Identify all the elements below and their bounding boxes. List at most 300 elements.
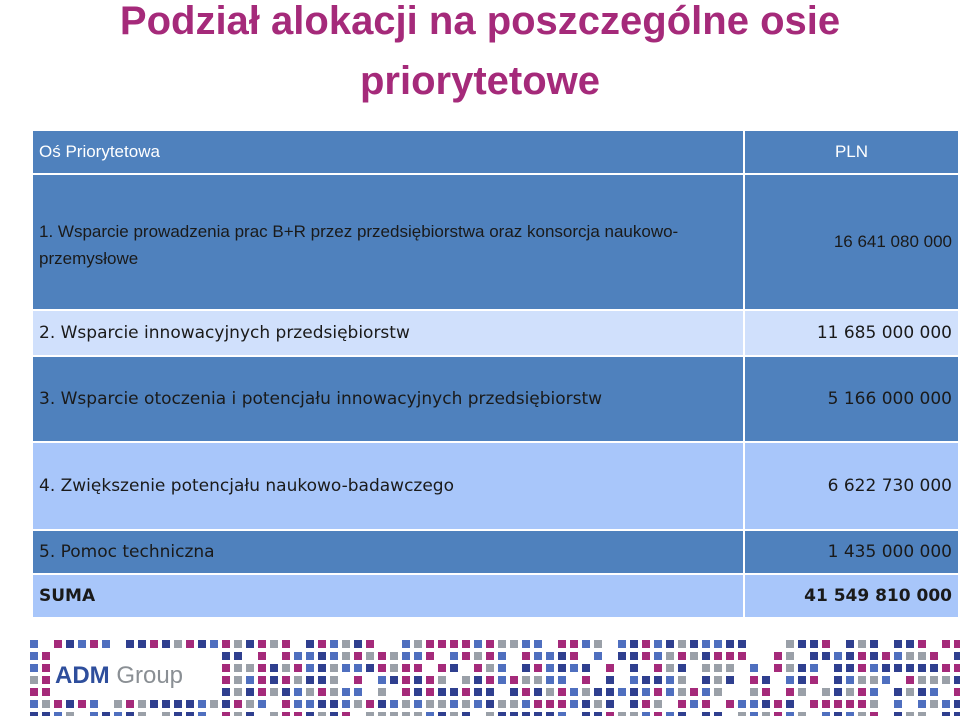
table-row: [32, 442, 959, 530]
axis-amount: 11 685 000 000: [744, 310, 959, 356]
pattern-square: [906, 652, 914, 660]
pattern-square: [450, 664, 458, 672]
pattern-square: [858, 712, 866, 716]
axis-amount: 16 641 080 000: [744, 174, 959, 310]
pattern-square: [666, 712, 674, 716]
pattern-square: [954, 640, 960, 648]
pattern-square: [858, 688, 866, 696]
pattern-square: [930, 700, 938, 708]
pattern-square: [510, 712, 518, 716]
pattern-square: [918, 676, 926, 684]
pattern-square: [90, 640, 98, 648]
pattern-square: [282, 652, 290, 660]
pattern-square: [306, 652, 314, 660]
pattern-square: [378, 688, 386, 696]
pattern-square: [630, 652, 638, 660]
pattern-square: [102, 640, 110, 648]
pattern-square: [642, 640, 650, 648]
pattern-square: [930, 652, 938, 660]
pattern-square: [942, 676, 950, 684]
title-line-1: Podział alokacji na poszczególne osie: [119, 0, 841, 43]
pattern-square: [810, 676, 818, 684]
pattern-square: [498, 700, 506, 708]
pattern-square: [798, 688, 806, 696]
pattern-square: [222, 712, 230, 716]
pattern-square: [222, 640, 230, 648]
pattern-square: [474, 640, 482, 648]
pattern-square: [162, 712, 170, 716]
pattern-square: [438, 688, 446, 696]
pattern-square: [486, 652, 494, 660]
pattern-square: [654, 640, 662, 648]
pattern-square: [930, 676, 938, 684]
pattern-square: [630, 700, 638, 708]
pattern-square: [78, 640, 86, 648]
pattern-square: [462, 712, 470, 716]
pattern-square: [450, 712, 458, 716]
pattern-square: [546, 652, 554, 660]
pattern-square: [354, 688, 362, 696]
pattern-square: [246, 664, 254, 672]
pattern-square: [306, 688, 314, 696]
logo-brand: ADM: [55, 662, 110, 689]
pattern-square: [234, 688, 242, 696]
pattern-square: [942, 664, 950, 672]
pattern-square: [66, 700, 74, 708]
pattern-square: [810, 640, 818, 648]
pattern-square: [318, 676, 326, 684]
pattern-square: [486, 664, 494, 672]
pattern-square: [402, 688, 410, 696]
pattern-square: [786, 688, 794, 696]
pattern-square: [366, 664, 374, 672]
pattern-square: [426, 640, 434, 648]
pattern-square: [342, 640, 350, 648]
pattern-square: [750, 676, 758, 684]
pattern-square: [618, 652, 626, 660]
pattern-square: [570, 652, 578, 660]
pattern-square: [318, 652, 326, 660]
pattern-square: [834, 688, 842, 696]
pattern-square: [270, 676, 278, 684]
pattern-square: [618, 640, 626, 648]
pattern-square: [78, 700, 86, 708]
pattern-square: [354, 664, 362, 672]
pattern-square: [30, 712, 38, 716]
pattern-square: [678, 688, 686, 696]
pattern-square: [918, 700, 926, 708]
pattern-square: [330, 712, 338, 716]
pattern-square: [366, 700, 374, 708]
pattern-square: [90, 712, 98, 716]
pattern-square: [894, 712, 902, 716]
axis-amount: 6 622 730 000: [744, 442, 959, 530]
pattern-square: [906, 640, 914, 648]
pattern-square: [450, 688, 458, 696]
pattern-square: [882, 676, 890, 684]
pattern-square: [546, 664, 554, 672]
pattern-square: [474, 664, 482, 672]
pattern-square: [522, 652, 530, 660]
pattern-square: [318, 712, 326, 716]
pattern-square: [558, 712, 566, 716]
pattern-square: [606, 664, 614, 672]
pattern-square: [594, 712, 602, 716]
pattern-square: [426, 652, 434, 660]
pattern-square: [30, 688, 38, 696]
pattern-square: [222, 664, 230, 672]
allocation-table: [31, 129, 960, 619]
pattern-square: [270, 712, 278, 716]
total-amount: 41 549 810 000: [744, 574, 959, 618]
pattern-square: [234, 700, 242, 708]
pattern-square: [510, 700, 518, 708]
pattern-square: [138, 700, 146, 708]
pattern-square: [846, 664, 854, 672]
pattern-square: [294, 688, 302, 696]
axis-amount: 1 435 000 000: [744, 530, 959, 574]
pattern-square: [306, 676, 314, 684]
pattern-square: [474, 652, 482, 660]
pattern-square: [462, 652, 470, 660]
pattern-square: [834, 712, 842, 716]
pattern-square: [234, 640, 242, 648]
pattern-square: [702, 640, 710, 648]
pattern-square: [786, 700, 794, 708]
pattern-square: [894, 652, 902, 660]
pattern-square: [738, 652, 746, 660]
pattern-square: [186, 640, 194, 648]
pattern-square: [378, 676, 386, 684]
pattern-square: [462, 640, 470, 648]
pattern-square: [234, 712, 242, 716]
pattern-square: [282, 712, 290, 716]
pattern-square: [954, 664, 960, 672]
pattern-square: [414, 700, 422, 708]
pattern-square: [774, 700, 782, 708]
pattern-square: [378, 652, 386, 660]
pattern-square: [702, 688, 710, 696]
pattern-square: [366, 712, 374, 716]
pattern-square: [798, 676, 806, 684]
pattern-square: [882, 664, 890, 672]
pattern-square: [330, 652, 338, 660]
pattern-square: [594, 640, 602, 648]
pattern-square: [426, 676, 434, 684]
total-label: SUMA: [32, 574, 744, 618]
pattern-square: [558, 652, 566, 660]
pattern-square: [186, 712, 194, 716]
pattern-square: [42, 652, 50, 660]
pattern-square: [390, 700, 398, 708]
pattern-square: [402, 640, 410, 648]
pattern-square: [678, 664, 686, 672]
pattern-square: [678, 700, 686, 708]
pattern-square: [174, 712, 182, 716]
axis-label: 3. Wsparcie otoczenia i potencjału innowacyjnych przedsiębiorstw: [32, 356, 744, 442]
pattern-square: [858, 664, 866, 672]
pattern-square: [390, 664, 398, 672]
pattern-square: [210, 700, 218, 708]
pattern-square: [486, 640, 494, 648]
pattern-square: [258, 652, 266, 660]
pattern-square: [234, 676, 242, 684]
pattern-square: [690, 700, 698, 708]
pattern-square: [126, 700, 134, 708]
pattern-square: [606, 700, 614, 708]
pattern-square: [702, 676, 710, 684]
pattern-square: [666, 640, 674, 648]
pattern-square: [570, 688, 578, 696]
pattern-square: [30, 652, 38, 660]
pattern-square: [522, 640, 530, 648]
pattern-square: [678, 652, 686, 660]
pattern-square: [750, 712, 758, 716]
pattern-square: [330, 640, 338, 648]
pattern-square: [570, 700, 578, 708]
pattern-square: [414, 664, 422, 672]
pattern-square: [570, 640, 578, 648]
pattern-square: [834, 652, 842, 660]
pattern-square: [354, 652, 362, 660]
pattern-square: [462, 688, 470, 696]
pattern-square: [150, 700, 158, 708]
pattern-square: [750, 688, 758, 696]
pattern-square: [738, 712, 746, 716]
pattern-square: [66, 712, 74, 716]
pattern-square: [786, 652, 794, 660]
pattern-square: [798, 712, 806, 716]
pattern-square: [270, 664, 278, 672]
pattern-square: [558, 640, 566, 648]
pattern-square: [486, 712, 494, 716]
pattern-square: [534, 676, 542, 684]
pattern-square: [810, 700, 818, 708]
pattern-square: [858, 652, 866, 660]
pattern-square: [474, 676, 482, 684]
pattern-square: [318, 664, 326, 672]
pattern-square: [582, 676, 590, 684]
pattern-square: [258, 640, 266, 648]
pattern-square: [498, 712, 506, 716]
pattern-square: [702, 700, 710, 708]
pattern-square: [954, 712, 960, 716]
pattern-square: [822, 652, 830, 660]
pattern-square: [546, 700, 554, 708]
pattern-square: [162, 640, 170, 648]
pattern-square: [690, 640, 698, 648]
pattern-square: [234, 664, 242, 672]
pattern-square: [594, 700, 602, 708]
pattern-square: [822, 700, 830, 708]
pattern-square: [270, 688, 278, 696]
pattern-square: [894, 640, 902, 648]
pattern-square: [318, 640, 326, 648]
pattern-square: [414, 676, 422, 684]
table-row: [32, 356, 959, 442]
pattern-square: [666, 688, 674, 696]
pattern-square: [558, 700, 566, 708]
pattern-square: [282, 700, 290, 708]
pattern-square: [822, 688, 830, 696]
pattern-square: [738, 700, 746, 708]
pattern-square: [414, 652, 422, 660]
pattern-square: [162, 700, 170, 708]
pattern-square: [798, 664, 806, 672]
pattern-square: [654, 700, 662, 708]
pattern-square: [222, 688, 230, 696]
pattern-square: [558, 688, 566, 696]
pattern-square: [498, 664, 506, 672]
pattern-square: [138, 640, 146, 648]
pattern-square: [402, 664, 410, 672]
pattern-square: [414, 688, 422, 696]
pattern-square: [414, 640, 422, 648]
pattern-square: [486, 676, 494, 684]
pattern-square: [174, 640, 182, 648]
pattern-square: [714, 712, 722, 716]
pattern-square: [546, 676, 554, 684]
pattern-square: [582, 640, 590, 648]
pattern-square: [834, 676, 842, 684]
pattern-square: [714, 652, 722, 660]
pattern-square: [486, 688, 494, 696]
pattern-square: [870, 664, 878, 672]
pattern-square: [402, 712, 410, 716]
pattern-square: [858, 700, 866, 708]
pattern-square: [894, 688, 902, 696]
pattern-square: [534, 664, 542, 672]
axis-label: 5. Pomoc techniczna: [32, 530, 744, 574]
pattern-square: [42, 712, 50, 716]
pattern-square: [810, 664, 818, 672]
axis-amount: 5 166 000 000: [744, 356, 959, 442]
pattern-square: [606, 688, 614, 696]
pattern-square: [594, 652, 602, 660]
pattern-square: [54, 700, 62, 708]
pattern-square: [234, 652, 242, 660]
pattern-square: [282, 640, 290, 648]
pattern-square: [126, 712, 134, 716]
pattern-square: [402, 676, 410, 684]
pattern-square: [738, 640, 746, 648]
pattern-square: [918, 640, 926, 648]
header-axis: Oś Priorytetowa: [32, 130, 744, 174]
pattern-square: [942, 712, 950, 716]
pattern-square: [390, 652, 398, 660]
pattern-square: [834, 664, 842, 672]
pattern-square: [546, 712, 554, 716]
pattern-square: [318, 688, 326, 696]
pattern-square: [654, 664, 662, 672]
pattern-square: [846, 712, 854, 716]
pattern-square: [702, 712, 710, 716]
pattern-square: [390, 676, 398, 684]
table-total-row: [32, 574, 959, 618]
pattern-square: [198, 712, 206, 716]
pattern-square: [642, 676, 650, 684]
pattern-square: [702, 664, 710, 672]
pattern-square: [498, 676, 506, 684]
pattern-square: [954, 688, 960, 696]
adm-group-logo: [55, 660, 183, 692]
pattern-square: [126, 640, 134, 648]
pattern-square: [342, 700, 350, 708]
pattern-square: [438, 676, 446, 684]
pattern-square: [570, 664, 578, 672]
pattern-square: [210, 640, 218, 648]
pattern-square: [654, 652, 662, 660]
pattern-square: [846, 688, 854, 696]
pattern-square: [918, 712, 926, 716]
pattern-square: [354, 640, 362, 648]
pattern-square: [522, 664, 530, 672]
pattern-square: [438, 664, 446, 672]
pattern-square: [30, 700, 38, 708]
pattern-square: [894, 664, 902, 672]
pattern-square: [258, 700, 266, 708]
pattern-square: [642, 688, 650, 696]
pattern-square: [510, 688, 518, 696]
pattern-square: [246, 700, 254, 708]
pattern-square: [894, 700, 902, 708]
pattern-square: [378, 712, 386, 716]
pattern-square: [414, 712, 422, 716]
pattern-square: [906, 712, 914, 716]
pattern-square: [726, 652, 734, 660]
pattern-square: [762, 712, 770, 716]
pattern-square: [318, 700, 326, 708]
pattern-square: [954, 700, 960, 708]
pattern-square: [246, 712, 254, 716]
pattern-square: [294, 664, 302, 672]
pattern-square: [642, 700, 650, 708]
pattern-square: [426, 712, 434, 716]
pattern-square: [606, 712, 614, 716]
pattern-square: [402, 700, 410, 708]
pattern-square: [498, 640, 506, 648]
pattern-square: [798, 640, 806, 648]
pattern-square: [582, 664, 590, 672]
pattern-square: [378, 664, 386, 672]
pattern-square: [450, 700, 458, 708]
pattern-square: [474, 700, 482, 708]
pattern-square: [150, 640, 158, 648]
pattern-square: [642, 652, 650, 660]
pattern-square: [918, 652, 926, 660]
pattern-square: [42, 700, 50, 708]
table-row: [32, 310, 959, 356]
pattern-square: [846, 652, 854, 660]
pattern-square: [582, 688, 590, 696]
pattern-square: [258, 664, 266, 672]
pattern-square: [534, 652, 542, 660]
pattern-square: [246, 676, 254, 684]
pattern-square: [42, 676, 50, 684]
pattern-square: [882, 652, 890, 660]
pattern-square: [930, 664, 938, 672]
table-row: [32, 530, 959, 574]
pattern-square: [618, 712, 626, 716]
pattern-square: [594, 688, 602, 696]
pattern-square: [606, 676, 614, 684]
pattern-square: [306, 712, 314, 716]
pattern-square: [678, 676, 686, 684]
pattern-square: [834, 700, 842, 708]
pattern-square: [450, 640, 458, 648]
pattern-square: [630, 712, 638, 716]
pattern-square: [918, 688, 926, 696]
